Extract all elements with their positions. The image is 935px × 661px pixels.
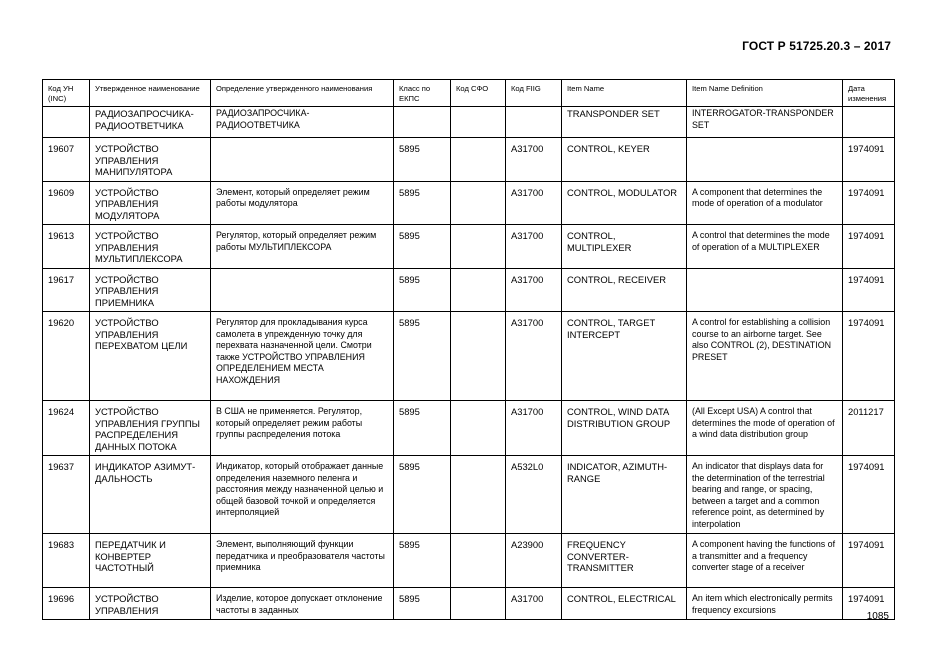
cell-fiig: A31700: [506, 138, 562, 182]
cell-item-definition: A control that determines the mode of operation of a MULTIPLEXER: [687, 225, 843, 269]
table-row: [43, 401, 895, 456]
cell-name: РАДИОЗАПРОСЧИКА-РАДИООТВЕТЧИКА: [90, 107, 211, 138]
cell-fiig: A31700: [506, 401, 562, 456]
table-row: [43, 588, 895, 620]
cell-inc: 19620: [43, 312, 90, 401]
cell-class: 5895: [394, 138, 451, 182]
header-item-definition: Item Name Definition: [687, 80, 843, 107]
table-row: [43, 181, 895, 225]
cell-date: 1974091: [843, 268, 895, 312]
cell-item-definition: A component that determines the mode of operation of a modulator: [687, 181, 843, 225]
cell-inc: [43, 107, 90, 138]
header-class: Класс по ЕКПС: [394, 80, 451, 107]
cell-date: 1974091: [843, 534, 895, 588]
cell-item-name: CONTROL, MULTIPLEXER: [562, 225, 687, 269]
header-sfo: Код СФО: [451, 80, 506, 107]
cell-sfo: [451, 456, 506, 534]
cell-inc: 19624: [43, 401, 90, 456]
cell-fiig: A31700: [506, 181, 562, 225]
cell-item-name: CONTROL, WIND DATA DISTRIBUTION GROUP: [562, 401, 687, 456]
cell-date: 1974091: [843, 456, 895, 534]
cell-name: УСТРОЙСТВО УПРАВЛЕНИЯ ПЕРЕХВАТОМ ЦЕЛИ: [90, 312, 211, 401]
cell-date: 1974091: [843, 588, 895, 620]
cell-item-name: INDICATOR, AZIMUTH-RANGE: [562, 456, 687, 534]
terms-table: [42, 79, 895, 620]
cell-class: [394, 107, 451, 138]
cell-definition: В США не применяется. Регулятор, который определяет режим работы группы распределения потока: [211, 401, 394, 456]
cell-date: 1974091: [843, 181, 895, 225]
cell-inc: 19607: [43, 138, 90, 182]
cell-item-definition: [687, 138, 843, 182]
cell-fiig: A31700: [506, 225, 562, 269]
cell-item-definition: An item which electronically permits frequency excursions: [687, 588, 843, 620]
table-row: [43, 138, 895, 182]
cell-item-name: FREQUENCY CONVERTER-TRANSMITTER: [562, 534, 687, 588]
cell-class: 5895: [394, 588, 451, 620]
cell-class: 5895: [394, 181, 451, 225]
cell-item-definition: INTERROGATOR-TRANSPONDER SET: [687, 107, 843, 138]
cell-definition: РАДИОЗАПРОСЧИКА-РАДИООТВЕТЧИКА: [211, 107, 394, 138]
cell-fiig: A532L0: [506, 456, 562, 534]
cell-inc: 19617: [43, 268, 90, 312]
header-definition: Определение утвержденного наименования: [211, 80, 394, 107]
cell-sfo: [451, 401, 506, 456]
cell-class: 5895: [394, 456, 451, 534]
cell-name: ПЕРЕДАТЧИК И КОНВЕРТЕР ЧАСТОТНЫЙ: [90, 534, 211, 588]
cell-fiig: A31700: [506, 588, 562, 620]
header-date: Дата изменения: [843, 80, 895, 107]
table-row: [43, 268, 895, 312]
cell-name: УСТРОЙСТВО УПРАВЛЕНИЯ: [90, 588, 211, 620]
cell-sfo: [451, 225, 506, 269]
cell-inc: 19609: [43, 181, 90, 225]
cell-inc: 19696: [43, 588, 90, 620]
cell-sfo: [451, 138, 506, 182]
cell-name: УСТРОЙСТВО УПРАВЛЕНИЯ МАНИПУЛЯТОРА: [90, 138, 211, 182]
cell-item-name: TRANSPONDER SET: [562, 107, 687, 138]
cell-inc: 19683: [43, 534, 90, 588]
cell-sfo: [451, 588, 506, 620]
cell-definition: Элемент, который определяет режим работы модулятора: [211, 181, 394, 225]
cell-inc: 19637: [43, 456, 90, 534]
cell-inc: 19613: [43, 225, 90, 269]
cell-class: 5895: [394, 268, 451, 312]
header-item-name: Item Name: [562, 80, 687, 107]
cell-date: 1974091: [843, 312, 895, 401]
cell-item-definition: A component having the functions of a transmitter and a frequency converter stage of a receiver: [687, 534, 843, 588]
cell-fiig: A31700: [506, 268, 562, 312]
cell-definition: Индикатор, который отображает данные определения наземного пеленга и расстояния между назначенной целью и общей базовой точкой и определяется интерполяцией: [211, 456, 394, 534]
cell-sfo: [451, 107, 506, 138]
cell-class: 5895: [394, 312, 451, 401]
cell-class: 5895: [394, 401, 451, 456]
cell-name: УСТРОЙСТВО УПРАВЛЕНИЯ ПРИЕМНИКА: [90, 268, 211, 312]
cell-definition: [211, 268, 394, 312]
cell-definition: Изделие, которое допускает отклонение частоты в заданных: [211, 588, 394, 620]
cell-item-definition: A control for establishing a collision course to an airborne target. See also CONTROL (2), DESTINATION PRESET: [687, 312, 843, 401]
cell-definition: Регулятор, который определяет режим работы МУЛЬТИПЛЕКСОРА: [211, 225, 394, 269]
cell-definition: Регулятор для прокладывания курса самолета в упрежденную точку для перехвата назначенной цели. Смотри также УСТРОЙСТВО УПРАВЛЕНИЯ ОПРЕДЕЛЕНИЕМ МЕСТА НАХОЖДЕНИЯ: [211, 312, 394, 401]
cell-name: УСТРОЙСТВО УПРАВЛЕНИЯ ГРУППЫ РАСПРЕДЕЛЕНИЯ ДАННЫХ ПОТОКА: [90, 401, 211, 456]
cell-fiig: A31700: [506, 312, 562, 401]
cell-item-definition: An indicator that displays data for the determination of the terrestrial bearing and range, or spacing, between a target and a common reference point, as determined by interpolation: [687, 456, 843, 534]
cell-item-name: CONTROL, MODULATOR: [562, 181, 687, 225]
cell-name: УСТРОЙСТВО УПРАВЛЕНИЯ МУЛЬТИПЛЕКСОРА: [90, 225, 211, 269]
cell-item-definition: (All Except USA) A control that determines the mode of operation of a wind data distribution group: [687, 401, 843, 456]
cell-fiig: [506, 107, 562, 138]
cell-item-definition: [687, 268, 843, 312]
table-row: [43, 107, 895, 138]
cell-date: 1974091: [843, 225, 895, 269]
cell-item-name: CONTROL, TARGET INTERCEPT: [562, 312, 687, 401]
cell-class: 5895: [394, 225, 451, 269]
cell-definition: Элемент, выполняющий функции передатчика и преобразователя частоты приемника: [211, 534, 394, 588]
table-row: [43, 225, 895, 269]
cell-date: 2011217: [843, 401, 895, 456]
cell-sfo: [451, 534, 506, 588]
table-row: [43, 456, 895, 534]
cell-name: ИНДИКАТОР АЗИМУТ-ДАЛЬНОСТЬ: [90, 456, 211, 534]
cell-sfo: [451, 268, 506, 312]
cell-item-name: CONTROL, ELECTRICAL: [562, 588, 687, 620]
table-row: [43, 534, 895, 588]
cell-name: УСТРОЙСТВО УПРАВЛЕНИЯ МОДУЛЯТОРА: [90, 181, 211, 225]
cell-sfo: [451, 181, 506, 225]
header-approved-name: Утвержденное наименование: [90, 80, 211, 107]
cell-item-name: CONTROL, RECEIVER: [562, 268, 687, 312]
page-number: 1085: [866, 611, 889, 622]
cell-definition: [211, 138, 394, 182]
header-fiig: Код FIIG: [506, 80, 562, 107]
cell-class: 5895: [394, 534, 451, 588]
table-row: [43, 312, 895, 401]
cell-item-name: CONTROL, KEYER: [562, 138, 687, 182]
header-inc: Код УН (INC): [43, 80, 90, 107]
cell-sfo: [451, 312, 506, 401]
table-header-row: [43, 80, 895, 107]
cell-date: 1974091: [843, 138, 895, 182]
document-header: ГОСТ Р 51725.20.3 – 2017: [742, 39, 891, 53]
cell-fiig: A23900: [506, 534, 562, 588]
cell-date: [843, 107, 895, 138]
